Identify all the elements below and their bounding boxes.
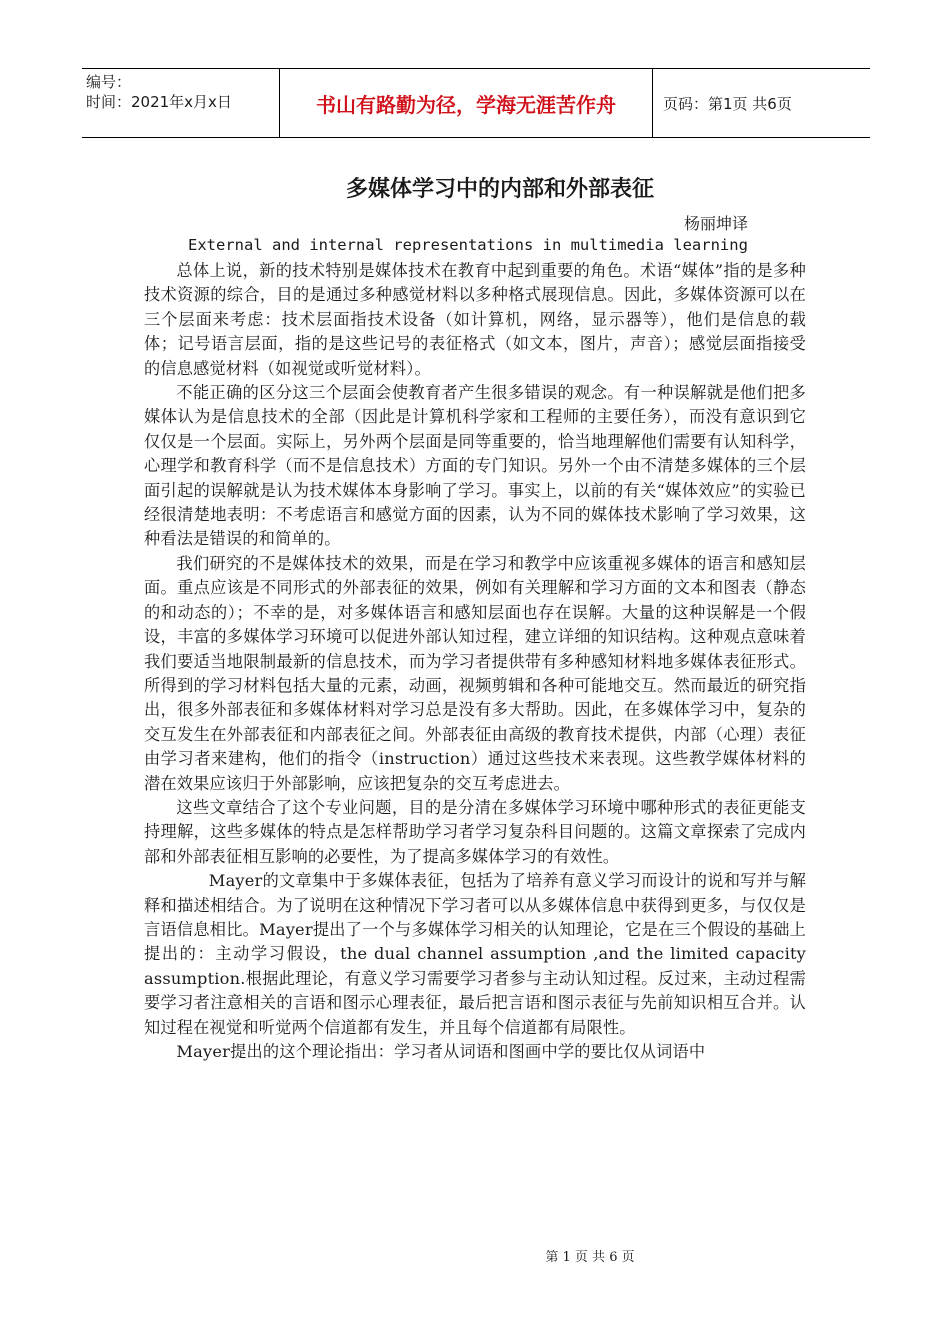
document-body bbox=[144, 259, 806, 1064]
header-meta-cell bbox=[82, 69, 280, 137]
header-table bbox=[82, 68, 870, 138]
page-info: 页码：第1页 共6页 bbox=[663, 94, 792, 113]
paragraph: 这些文章结合了这个专业问题，目的是分清在多媒体学习环境中哪种形式的表征更能支持理解，这些多媒体的特点是怎样帮助学习者学习复杂科目问题的。这篇文章探索了完成内部和外部表征相互影响的必要性，为了提高多媒体学习的有效性。 bbox=[144, 797, 806, 866]
motto: 书山有路勤为径，学海无涯苦作舟 bbox=[280, 69, 653, 137]
paragraph: 总体上说，新的技术特别是媒体技术在教育中起到重要的角色。术语“媒体”指的是多种技术资源的综合，目的是通过多种感觉材料以多种格式展现信息。因此，多媒体资源可以在三个层面来考虑：技术层面指技术设备（如计算机，网络，显示器等），他们是信息的载体；记号语言层面，指的是这些记号的表征格式（如文本，图片，声音）；感觉层面指接受的信息感觉材料（如视觉或听觉材料）。 bbox=[144, 261, 806, 378]
paragraph: Mayer提出的这个理论指出：学习者从词语和图画中学的要比仅从词语中 bbox=[176, 1042, 706, 1061]
date-line: 时间：2021年x月x日 bbox=[86, 93, 232, 111]
paragraph: 不能正确的区分这三个层面会使教育者产生很多错误的观念。有一种误解就是他们把多媒体认为是信息技术的全部（因此是计算机科学家和工程师的主要任务），而没有意识到它仅仅是一个层面。实际上，另外两个层面是同等重要的，恰当地理解他们需要有认知科学，心理学和教育科学（而不是信息技术）方面的专门知识。另外一个由不清楚多媒体的三个层面引起的误解就是认为技术媒体本身影响了学习。事实上，以前的有关“媒体效应”的实验已经很清楚地表明：不考虑语言和感觉方面的因素，认为不同的媒体技术影响了学习效果，这种看法是错误的和简单的。 bbox=[144, 383, 806, 549]
paragraph: Mayer的文章集中于多媒体表征，包括为了培养有意义学习而设计的说和写并与解释和描述相结合。为了说明在这种情况下学习者可以从多媒体信息中获得到更多，与仅仅是言语信息相比。Mayer提出了一个与多媒体学习相关的认知理论，它是在三个假设的基础上提出的：主动学习假设，the dual channel assumption ,and the limited capacity assumption.根据此理论，有意义学习需要学习者参与主动认知过程。反过来，主动过程需要学习者注意相关的言语和图示心理表征，最后把言语和图示表征与先前知识相互合并。认知过程在视觉和听觉两个信道都有发生，并且每个信道都有局限性。 bbox=[144, 871, 806, 1037]
paragraph: 我们研究的不是媒体技术的效果，而是在学习和教学中应该重视多媒体的语言和感知层面。重点应该是不同形式的外部表征的效果，例如有关理解和学习方面的文本和图表（静态的和动态的）；不幸的是，对多媒体语言和感知层面也存在误解。大量的这种误解是一个假设，丰富的多媒体学习环境可以促进外部认知过程，建立详细的知识结构。这种观点意味着我们要适当地限制最新的信息技术，而为学习者提供带有多种感知材料地多媒体表征形式。所得到的学习材料包括大量的元素，动画，视频剪辑和各种可能地交互。然而最近的研究指出，很多外部表征和多媒体材料对学习总是没有多大帮助。因此，在多媒体学习中，复杂的交互发生在外部表征和内部表征之间。外部表征由高级的教育技术提供，内部（心理）表征由学习者来建构，他们的指令（instruction）通过这些技术来表现。这些教学媒体材料的潜在效果应该归于外部影响，应该把复杂的交互考虑进去。 bbox=[144, 553, 806, 793]
document-title: 多媒体学习中的内部和外部表征 bbox=[345, 177, 654, 202]
page-footer: 第 1 页 共 6 页 bbox=[545, 1250, 635, 1265]
english-subtitle: External and internal representations in multimedia learning bbox=[188, 236, 748, 254]
translator: 杨丽坤译 bbox=[684, 214, 749, 233]
number-label: 编号： bbox=[86, 73, 132, 91]
